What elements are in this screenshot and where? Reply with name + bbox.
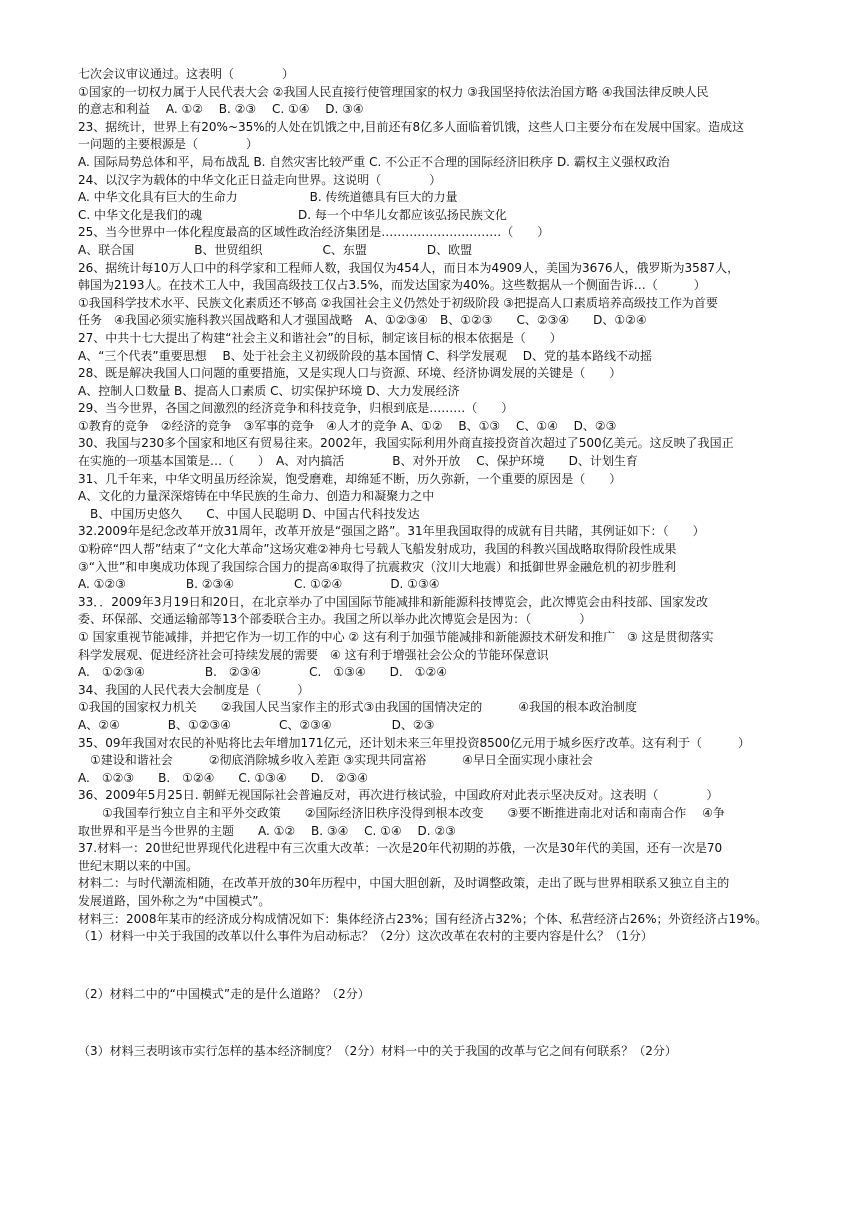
text-line: ① 国家重视节能减排，并把它作为一切工作的中心 ② 这有利于加强节能减排和新能源技术研发和推广 ③ 这是贯彻落实 xyxy=(78,630,714,644)
text-line: ③“入世”和申奥成功体现了我国综合国力的提高④取得了抗震救灾（汶川大地震）和抵御世界金融危机的初步胜利 xyxy=(78,559,676,574)
text-line: 材料三：2008年某市的经济成分构成情况如下：集体经济占23%；国有经济占32%；个体、私营经济占26%；外资经济占19%。 xyxy=(78,911,768,926)
text-line: C. 中华文化是我们的魂 D. 每一个中华儿女都应该弘扬民族文化 xyxy=(78,207,507,222)
text-line: ①建设和谐社会 ②彻底消除城乡收入差距 ③实现共同富裕 ④早日全面实现小康社会 xyxy=(78,753,593,768)
question-37-part-2: （2）材料二中的“中国模式”走的是什么道路？（2分） xyxy=(78,986,370,1001)
text-line: 材料二：与时代潮流相随，在改革开放的30年历程中，中国大胆创新，及时调整政策，走出了既与世界相联系又独立自主的 xyxy=(78,876,730,891)
text-line: A、②④ B、①②③④ C、②③④ D、②③ xyxy=(78,717,435,732)
text-line: 29、当今世界，各国之间激烈的经济竞争和科技竞争，归根到底是………（ ） xyxy=(78,401,514,416)
text-line: B、中国历史悠久 C、中国人民聪明 D、中国古代科技发达 xyxy=(78,506,420,521)
text-line: 30、我国与230多个国家和地区有贸易往来。2002年，我国实际利用外商直接投资首次超过了500亿美元。这反映了我国正 xyxy=(78,436,734,451)
text-line: 23、据统计，世界上有20%~35%的人处在饥饿之中,目前还有8亿多人面临着饥饿，这些人口主要分布在发展中国家。造成这 xyxy=(78,119,745,134)
text-line: 36、2009年5月25日. 朝鲜无视国际社会普遍反对，再次进行核试验，中国政府对此表示坚决反对。这表明（ ） xyxy=(78,788,719,803)
text-line: ①我国科学技术水平、民族文化素质还不够高 ②我国社会主义仍然处于初级阶段 ③把提高人口素质培养高级技工作为首要 xyxy=(78,295,718,310)
text-line: ①粉碎“四人帮”结束了“文化大革命”这场灾难②神舟七号载人飞船发射成功，我国的科教兴国战略取得阶段性成果 xyxy=(78,542,677,557)
text-line: A. 国际局势总体和平，局布战乱 B. 自然灾害比较严重 C. 不公正不合理的国际经济旧秩序 D. 霸权主义强权政治 xyxy=(78,154,670,169)
question-37-part-3: （3）材料三表明该市实行怎样的基本经济制度？（2分）材料一中的关于我国的改革与它之间有何联系？（2分） xyxy=(78,1044,677,1059)
text-line: 26、据统计每10万人口中的科学家和工程师人数，我国仅为454人，而日本为4909人，美国为3676人，俄罗斯为3587人， xyxy=(78,260,740,275)
text-line: 的意志和利益 A. ①② B. ②③ C. ①④ D. ③④ xyxy=(78,102,364,117)
text-line: 28、既是解决我国人口问题的重要措施，又是实现人口与资源、环境、经济协调发展的关键是（ ） xyxy=(78,366,622,381)
text-line: ①教育的竞争 ②经济的竞争 ③军事的竞争 ④人才的竞争 A、①② B、①③ C、①④ D、②③ xyxy=(78,418,617,433)
exam-page xyxy=(78,66,784,1061)
text-line: 任务 ④我国必须实施科教兴国战略和人才强国战略 A、①②③④ B、①②③ C、②③④ D、①②④ xyxy=(78,313,647,328)
text-line: 34、我国的人民代表大会制度是（ ） xyxy=(78,682,310,697)
text-line: 一问题的主要根源是（ ） xyxy=(78,137,259,152)
text-line: ①我国奉行独立自主和平外交政策 ②国际经济旧秩序没得到根本改变 ③要不断推进南北对话和南南合作 ④争 xyxy=(78,805,725,820)
text-line: 32.2009年是纪念改革开放31周年，改革开放是“强国之路”。31年里我国取得的成就有目共睹，其例证如下：（ ） xyxy=(78,524,705,539)
text-line: 37.材料一：20世纪世界现代化进程中有三次重大改革：一次是20年代初期的苏俄，一次是30年代的美国，还有一次是70 xyxy=(78,841,723,856)
text-line: A、“三个代表”重要思想 B、处于社会主义初级阶段的基本国情 C、科学发展观 D、党的基本路线不动摇 xyxy=(78,348,652,363)
text-line: A、联合国 B、世贸组织 C、东盟 D、欧盟 xyxy=(78,242,473,257)
text-line: 35、09年我国对农民的补贴将比去年增加171亿元，还计划未来三年里投资8500亿元用于城乡医疗改革。这有利于（ ） xyxy=(78,735,750,750)
text-line: 发展道路，国外称之为“中国模式”。 xyxy=(78,893,271,908)
text-line: ①我国的国家权力机关 ②我国人民当家作主的形式③由我国的国情决定的 ④我国的根本政治制度 xyxy=(78,700,638,715)
question-text-block xyxy=(78,66,784,946)
text-line: 27、中共十七大提出了构建“社会主义和谐社会”的目标，制定该目标的根本依据是（ ） xyxy=(78,330,562,345)
text-line: A. 中华文化具有巨大的生命力 B. 传统道德具有巨大的力量 xyxy=(78,190,458,205)
text-line: （1）材料一中关于我国的改革以什么事件为启动标志？（2分）这次改革在农村的主要内容是什么？（1分） xyxy=(78,929,653,944)
text-line: 31、几千年来，中华文明虽历经涂炭，饱受磨难，却绵延不断，历久弥新，一个重要的原因是（ ） xyxy=(78,471,622,486)
text-line: 科学发展观、促进经济社会可持续发展的需要 ④ 这有利于增强社会公众的节能环保意识 xyxy=(78,647,549,662)
text-line: A. ①②③ B. ①②④ C. ①③④ D. ②③④ xyxy=(78,770,369,785)
text-line: A. ①②③④ B. ②③④ C. ①③④ D. ①②④ xyxy=(78,665,447,680)
text-line: 世纪末期以来的中国。 xyxy=(78,858,199,873)
text-line: A、文化的力量深深熔铸在中华民族的生命力、创造力和凝聚力之中 xyxy=(78,489,435,504)
text-line: 在实施的一项基本国策是…（ ） A、对内搞活 B、对外开放 C、保护环境 D、计划生育 xyxy=(78,454,638,469)
text-line: ①国家的一切权力属于人民代表大会 ②我国人民直接行使管理国家的权力 ③我国坚持依法治国方略 ④我国法律反映人民 xyxy=(78,84,709,99)
text-line: 委、环保部、交通运输部等13个部委联合主办。我国之所以举办此次博览会是因为：（ ） xyxy=(78,612,592,627)
text-line: A、控制人口数量 B、提高人口素质 C、切实保护环境 D、大力发展经济 xyxy=(78,383,460,398)
text-line: 取世界和平是当今世界的主题 A. ①② B. ③④ C. ①④ D. ②③ xyxy=(78,823,456,838)
text-line: 七次会议审议通过。这表明（ ） xyxy=(78,67,295,81)
text-line: 33．．2009年3月19日和20日，在北京举办了中国国际节能减排和新能源科技博览会，此次博览会由科技部、国家发改 xyxy=(78,594,708,609)
text-line: 24、以汉字为载体的中华文化正日益走向世界。这说明（ ） xyxy=(78,172,442,187)
text-line: A. ①②③ B. ②③④ C. ①②④ D. ①③④ xyxy=(78,577,440,592)
text-line: 韩国为2193人。在技术工人中，我国高级技工仅占3.5%，而发达国家为40%。这些数据从一个侧面告诉…（ ） xyxy=(78,278,706,293)
text-line: 25、当今世界中一体化程度最高的区域性政治经济集团是…………………………（ ） xyxy=(78,225,550,240)
